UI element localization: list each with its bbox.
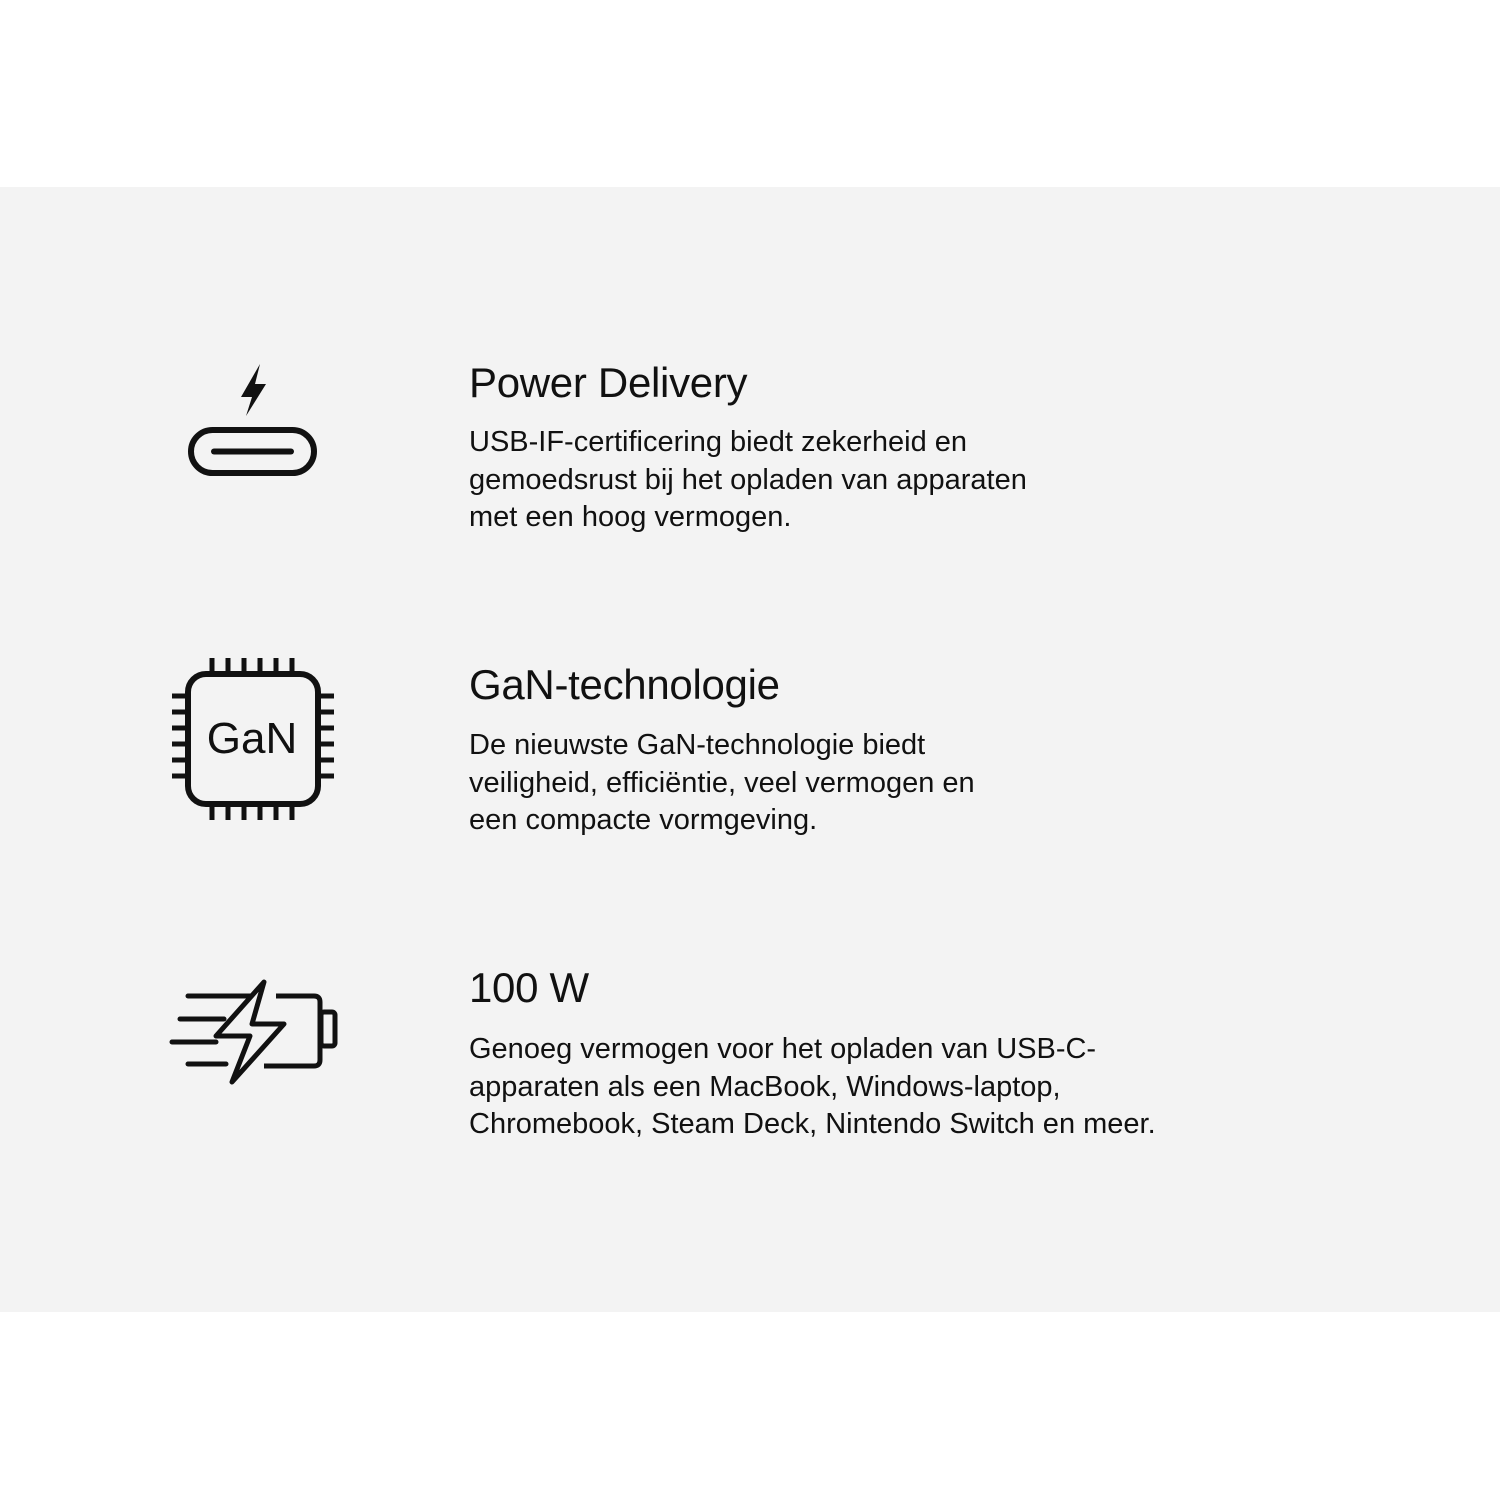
description-line: De nieuwste GaN-technologie biedt bbox=[469, 729, 926, 761]
description-line: veiligheid, efficiëntie, veel vermogen en bbox=[469, 766, 975, 799]
description-line: gemoedsrust bij het opladen van apparaten bbox=[469, 463, 1027, 496]
usb-c-power-icon bbox=[180, 360, 325, 485]
fast-charging-battery-icon bbox=[166, 974, 346, 1089]
description-line: Chromebook, Steam Deck, Nintendo Switch en meer. bbox=[469, 1108, 1156, 1141]
feature-description bbox=[469, 727, 975, 840]
description-line: USB-IF-certificering biedt zekerheid en bbox=[469, 426, 968, 458]
description-line: met een hoog vermogen. bbox=[469, 501, 792, 534]
feature-description bbox=[469, 1031, 1156, 1144]
feature-description bbox=[469, 424, 1027, 537]
description-line: apparaten als een MacBook, Windows-laptop, bbox=[469, 1070, 1061, 1103]
feature-title: Power Delivery bbox=[469, 359, 748, 406]
description-line: Genoeg vermogen voor het opladen van USB-C- bbox=[469, 1033, 1097, 1065]
gan-chip-label: GaN bbox=[206, 714, 298, 763]
feature-title: GaN-technologie bbox=[469, 661, 780, 708]
gan-chip-icon bbox=[166, 652, 341, 827]
description-line: een compacte vormgeving. bbox=[469, 804, 818, 837]
feature-title: 100 W bbox=[469, 964, 589, 1011]
